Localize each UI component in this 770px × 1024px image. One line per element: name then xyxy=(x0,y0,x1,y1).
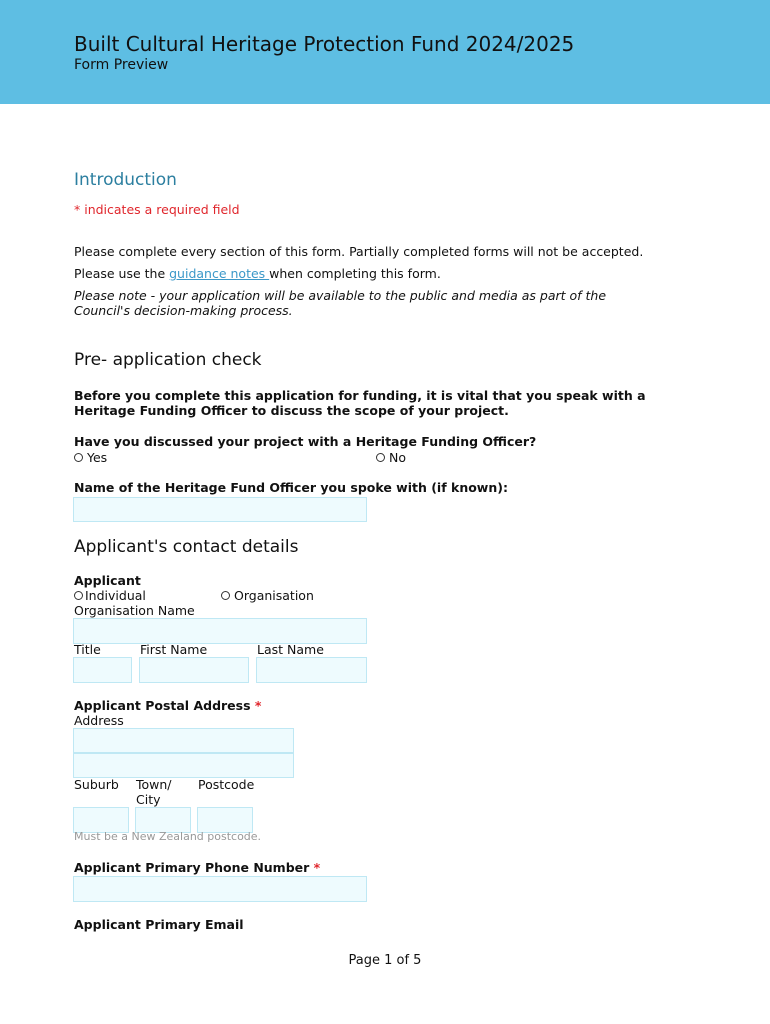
town-label-line-1: Town/ xyxy=(136,777,172,792)
header-banner xyxy=(0,0,770,104)
intro-paragraph-1: Please complete every section of this form. Partially completed forms will not be accepted. xyxy=(74,244,644,259)
intro-paragraph-2 xyxy=(74,266,441,281)
radio-no-circle-icon[interactable] xyxy=(376,453,385,462)
pre-check-instruction-line-1: Before you complete this application for funding, it is vital that you speak with a xyxy=(74,388,646,403)
public-note-line-1: Please note - your application will be available to the public and media as part of the xyxy=(74,288,607,303)
pre-application-heading: Pre- application check xyxy=(74,350,262,370)
page-indicator: Page 1 of 5 xyxy=(348,953,422,968)
required-star: * xyxy=(313,860,321,875)
officer-name-input[interactable] xyxy=(73,497,367,522)
public-note-line-2: Council's decision-making process. xyxy=(74,303,293,318)
radio-organisation-label: Organisation xyxy=(234,588,314,603)
radio-individual[interactable] xyxy=(74,588,146,603)
town-label-line-2: City xyxy=(136,792,161,807)
suburb-label: Suburb xyxy=(74,777,119,792)
applicant-label: Applicant xyxy=(74,573,141,588)
radio-organisation-circle-icon[interactable] xyxy=(221,591,230,600)
title-input[interactable] xyxy=(73,657,132,683)
intro-paragraph-2-end: when completing this form. xyxy=(269,266,441,281)
radio-individual-circle-icon[interactable] xyxy=(74,591,83,600)
first-name-input[interactable] xyxy=(139,657,249,683)
postcode-hint: Must be a New Zealand postcode. xyxy=(74,830,262,843)
primary-phone-label-text: Applicant Primary Phone Number xyxy=(74,860,310,875)
address-line-2-input[interactable] xyxy=(73,753,294,778)
radio-yes-circle-icon[interactable] xyxy=(74,453,83,462)
intro-paragraph-2-start: Please use the xyxy=(74,266,170,281)
radio-no-label: No xyxy=(389,450,406,465)
required-star: * xyxy=(254,698,262,713)
last-name-label: Last Name xyxy=(257,642,324,657)
address-label: Address xyxy=(74,713,124,728)
radio-yes-label: Yes xyxy=(87,450,108,465)
organisation-name-input[interactable] xyxy=(73,618,367,644)
last-name-input[interactable] xyxy=(256,657,367,683)
primary-phone-input[interactable] xyxy=(73,876,367,902)
primary-email-label: Applicant Primary Email xyxy=(74,917,244,932)
discussed-question: Have you discussed your project with a Heritage Funding Officer? xyxy=(74,434,537,449)
guidance-notes-link[interactable]: guidance notes xyxy=(169,266,270,281)
title-label: Title xyxy=(74,642,101,657)
introduction-heading: Introduction xyxy=(74,170,177,190)
postcode-label: Postcode xyxy=(198,777,255,792)
officer-name-label: Name of the Heritage Fund Officer you spoke with (if known): xyxy=(74,480,508,495)
postal-address-label-text: Applicant Postal Address xyxy=(74,698,251,713)
radio-organisation[interactable] xyxy=(221,588,314,603)
radio-individual-label: Individual xyxy=(85,588,146,603)
required-field-note: * indicates a required field xyxy=(74,202,240,217)
first-name-label: First Name xyxy=(140,642,208,657)
organisation-name-label: Organisation Name xyxy=(74,603,195,618)
primary-phone-label xyxy=(74,860,320,875)
postal-address-label xyxy=(74,698,261,713)
form-subtitle: Form Preview xyxy=(74,57,169,73)
form-title: Built Cultural Heritage Protection Fund 2024/2025 xyxy=(74,32,575,56)
pre-check-instruction-line-2: Heritage Funding Officer to discuss the scope of your project. xyxy=(74,403,509,418)
contact-details-heading: Applicant's contact details xyxy=(74,537,299,557)
radio-no[interactable] xyxy=(376,450,406,465)
radio-yes[interactable] xyxy=(74,450,107,465)
address-line-1-input[interactable] xyxy=(73,728,294,753)
